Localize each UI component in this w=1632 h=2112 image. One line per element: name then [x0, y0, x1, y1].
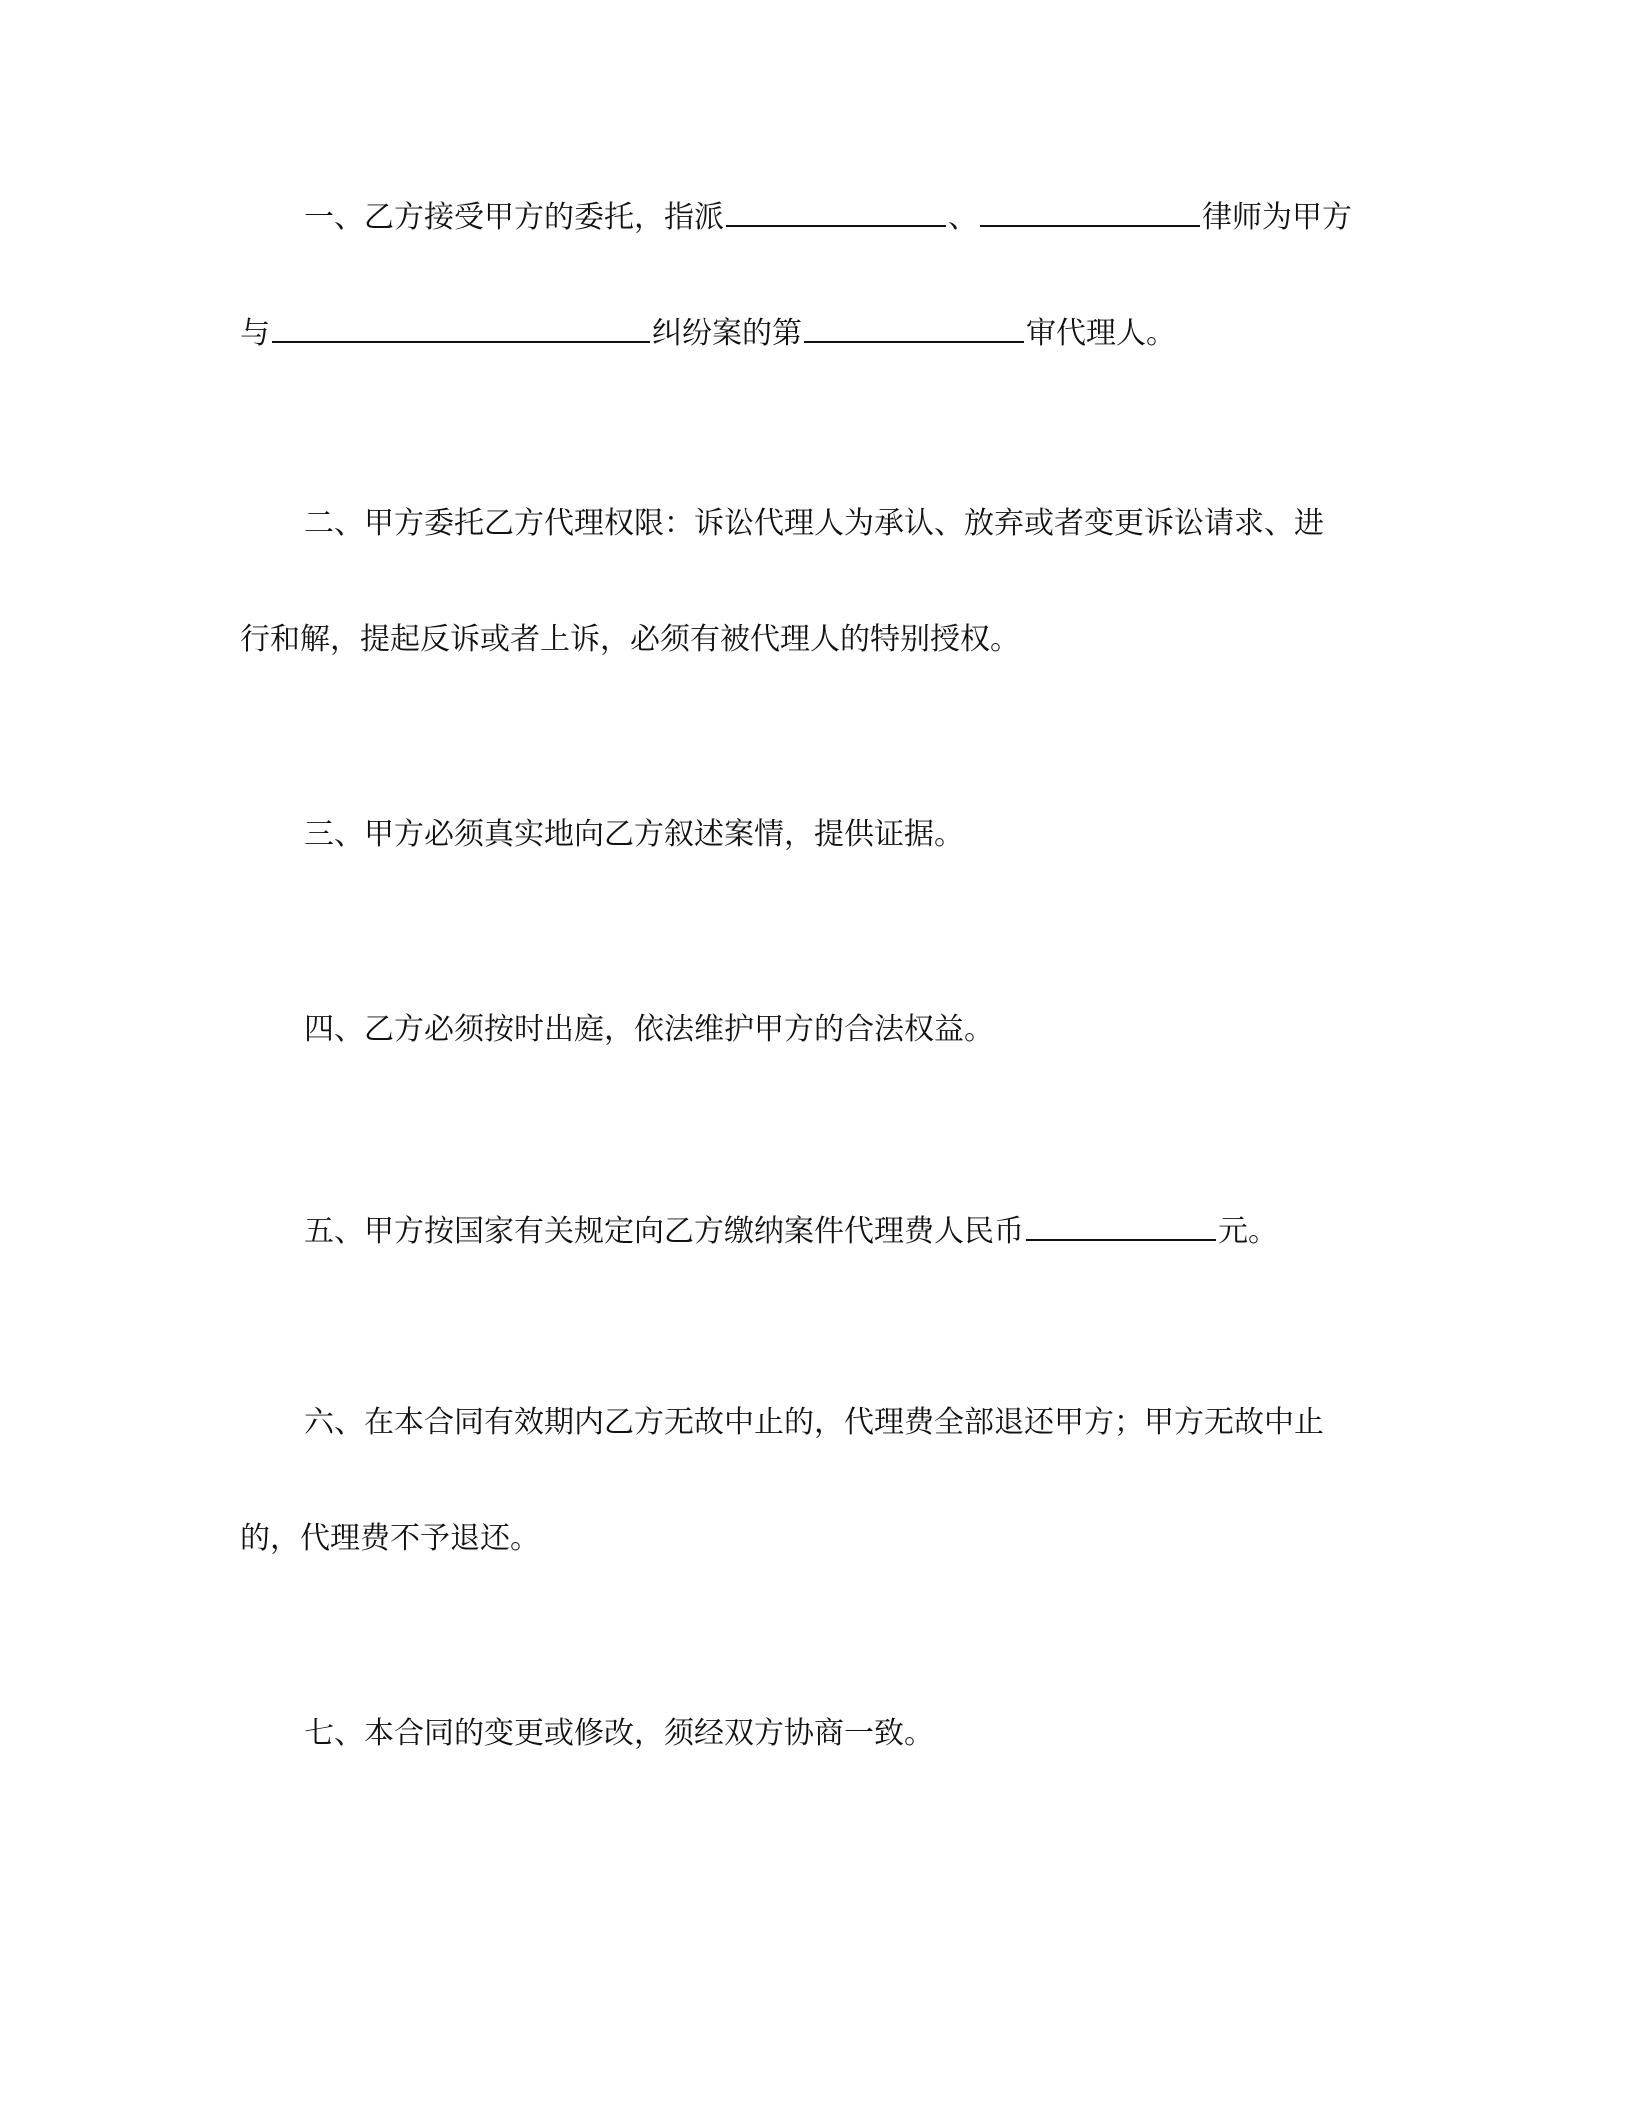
clause-6-line-2 — [240, 1519, 540, 1559]
lawyer-2-blank — [980, 193, 1200, 227]
clause-6-text-1: 六、在本合同有效期内乙方无故中止的，代理费全部退还甲方；甲方无故中止 — [304, 1405, 1324, 1440]
clause-2-text-1: 二、甲方委托乙方代理权限：诉讼代理人为承认、放弃或者变更诉讼请求、进 — [304, 506, 1324, 541]
clause-5-text-b: 元。 — [1218, 1214, 1278, 1249]
clause-1-text-c: 律师为甲方 — [1202, 200, 1352, 235]
clause-3-line-1 — [240, 815, 964, 855]
lawyer-1-blank — [726, 193, 946, 227]
clause-7-line-1 — [240, 1714, 934, 1754]
clause-1-text-d: 与 — [240, 316, 270, 351]
clause-2-text-2: 行和解，提起反诉或者上诉，必须有被代理人的特别授权。 — [240, 622, 1020, 657]
clause-3-text: 三、甲方必须真实地向乙方叙述案情，提供证据。 — [304, 817, 964, 852]
clause-1-text-b: 、 — [948, 200, 978, 235]
clause-6-text-2: 的，代理费不予退还。 — [240, 1521, 540, 1556]
fee-amount-blank — [1026, 1207, 1216, 1241]
clause-2-line-2 — [240, 620, 1020, 660]
clause-6-line-1 — [240, 1403, 1324, 1443]
clause-1-line-2 — [240, 309, 1176, 349]
clause-2-line-1 — [240, 504, 1324, 544]
clause-7-text: 七、本合同的变更或修改，须经双方协商一致。 — [304, 1716, 934, 1751]
clause-1-text-f: 审代理人。 — [1026, 316, 1176, 351]
clause-5-line-1 — [240, 1207, 1278, 1247]
clause-1-text-e: 纠纷案的第 — [652, 316, 802, 351]
clause-1-line-1 — [240, 193, 1352, 233]
clause-4-line-1 — [240, 1010, 994, 1050]
clause-5-text-a: 五、甲方按国家有关规定向乙方缴纳案件代理费人民币 — [304, 1214, 1024, 1249]
trial-instance-blank — [804, 309, 1024, 343]
clause-4-text: 四、乙方必须按时出庭，依法维护甲方的合法权益。 — [304, 1012, 994, 1047]
opposing-party-blank — [272, 309, 650, 343]
clause-1-text-a: 一、乙方接受甲方的委托，指派 — [304, 200, 724, 235]
